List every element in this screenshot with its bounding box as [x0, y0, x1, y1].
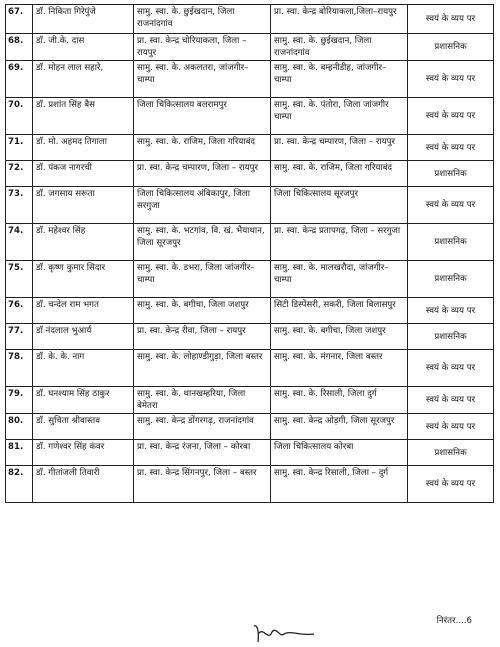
- current-posting: सामु. स्वा. के. छुईखदान, जिला राजनांदगांव: [134, 5, 271, 34]
- new-posting: सामु. स्वा. केन्द्र ओड़गी, जिला सूरजपुर: [271, 414, 408, 440]
- transfer-remark: प्रशासनिक: [408, 224, 494, 261]
- table-row: [6, 466, 494, 503]
- officer-name: डॉ. घनश्याम सिंह ठाकुर: [33, 387, 134, 414]
- transfer-remark: स्वयं के व्यय पर: [408, 61, 494, 98]
- row-number: 78.: [6, 350, 33, 387]
- row-number: 72.: [6, 161, 33, 187]
- transfer-remark: प्रशासनिक: [408, 324, 494, 350]
- table-row: [6, 261, 494, 298]
- table-row: [6, 187, 494, 224]
- new-posting: सामु. स्वा. के. मालखरौदा, जांजगीर–चाम्पा: [271, 261, 408, 298]
- table-row: [6, 34, 494, 61]
- table-row: [6, 135, 494, 161]
- new-posting: सामु. स्वा. के. छुईखदान, जिला राजनांदगांव: [271, 34, 408, 61]
- new-posting: सामु. स्वा. के. बगीचा, जिला जशपुर: [271, 324, 408, 350]
- officer-name: डॉ. प्रशांत सिंह बैस: [33, 98, 134, 135]
- current-posting: सामु. स्वा. के. भटगांव, वि. खं. भैयाथान, जिला सूरजपुर: [134, 224, 271, 261]
- officer-name: डॉ. कृष्ण कुमार सिदार: [33, 261, 134, 298]
- table-row: [6, 298, 494, 324]
- table-row: [6, 387, 494, 414]
- transfer-remark: प्रशासनिक: [408, 161, 494, 187]
- new-posting: प्रा. स्वा. केन्द्र बोरियाकला,जिला–रायपुर: [271, 5, 408, 34]
- transfer-remark: प्रशासनिक: [408, 261, 494, 298]
- new-posting: सामु. स्वा. के. रिसाली, जिला दुर्ग: [271, 387, 408, 414]
- row-number: 80.: [6, 414, 33, 440]
- officer-name: डॉ. गणेश्वर सिंह कंवर: [33, 440, 134, 466]
- transfer-remark: स्वयं के व्यय पर: [408, 350, 494, 387]
- table-row: [6, 161, 494, 187]
- row-number: 69.: [6, 61, 33, 98]
- officer-name: डॉ. के. के. नाग: [33, 350, 134, 387]
- row-number: 75.: [6, 261, 33, 298]
- table-row: [6, 98, 494, 135]
- new-posting: सामु. स्वा. के. राजिम, जिला गरियाबंद: [271, 161, 408, 187]
- row-number: 79.: [6, 387, 33, 414]
- continued-note: निरंतर....6: [436, 616, 472, 626]
- row-number: 70.: [6, 98, 33, 135]
- transfer-remark: स्वयं के व्यय पर: [408, 298, 494, 324]
- officer-name: डॉ. मो. अहमद तिगाला: [33, 135, 134, 161]
- officer-name: डॉ नंदलाल भुआर्य: [33, 324, 134, 350]
- new-posting: प्रा. स्वा. केन्द्र चम्पारण, जिला – रायपुर: [271, 135, 408, 161]
- row-number: 81.: [6, 440, 33, 466]
- current-posting: सामु. स्वा. के. बगीचा, जिला जशपुर: [134, 298, 271, 324]
- row-number: 73.: [6, 187, 33, 224]
- table-row: [6, 5, 494, 34]
- current-posting: प्रा. स्वा. केन्द्र सिंगनपुर, जिला – बस्तर: [134, 466, 271, 503]
- current-posting: सामु. स्वा. के. थानखम्हरिया, जिला बेमेतरा: [134, 387, 271, 414]
- transfer-remark: स्वयं के व्यय पर: [408, 466, 494, 503]
- transfer-remark: स्वयं के व्यय पर: [408, 98, 494, 135]
- row-number: 76.: [6, 298, 33, 324]
- current-posting: सामु. स्वा. केन्द्र डोंगरगढ़, राजनांदगांव: [134, 414, 271, 440]
- transfer-remark: स्वयं के व्यय पर: [408, 187, 494, 224]
- transfer-remark: स्वयं के व्यय पर: [408, 135, 494, 161]
- table-row: [6, 350, 494, 387]
- officer-name: डॉ. सुचिता श्रीवास्तव: [33, 414, 134, 440]
- current-posting: सामु. स्वा. के. लोहाण्डीगुड़ा, जिला बस्तर: [134, 350, 271, 387]
- table-row: [6, 414, 494, 440]
- new-posting: सामु. स्वा. केन्द्र रिसाली, जिला – दुर्ग: [271, 466, 408, 503]
- current-posting: सामु. स्वा. के. डभरा, जिला जांजगीर–चाम्पा: [134, 261, 271, 298]
- table-row: [6, 440, 494, 466]
- officer-name: डॉ. मोहन लाल सहारे,: [33, 61, 134, 98]
- transfer-remark: प्रशासनिक: [408, 440, 494, 466]
- row-number: 77.: [6, 324, 33, 350]
- row-number: 74.: [6, 224, 33, 261]
- transfer-remark: स्वयं के व्यय पर: [408, 5, 494, 34]
- officer-name: डॉ. जगसाय सरूता: [33, 187, 134, 224]
- current-posting: प्रा. स्वा. केन्द्र चोरियाकला, जिला – रायपुर: [134, 34, 271, 61]
- current-posting: जिला चिकित्सालय अंबिकापुर, जिला सरगुजा: [134, 187, 271, 224]
- row-number: 67.: [6, 5, 33, 34]
- officer-name: डॉ. चन्देल राम भगत: [33, 298, 134, 324]
- table-row: [6, 61, 494, 98]
- transfer-table-body: [6, 5, 494, 503]
- current-posting: प्रा. स्वा. केन्द्र रीवा, जिला – रायपुर: [134, 324, 271, 350]
- new-posting: जिला चिकित्सालय सूरजपुर: [271, 187, 408, 224]
- officer-name: डॉ. महेश्वर सिंह: [33, 224, 134, 261]
- transfer-remark: स्वयं के व्यय पर: [408, 414, 494, 440]
- transfer-table: [5, 4, 494, 503]
- transfer-remark: प्रशासनिक: [408, 34, 494, 61]
- table-row: [6, 224, 494, 261]
- officer-name: डॉ. जी.के. दास: [33, 34, 134, 61]
- row-number: 82.: [6, 466, 33, 503]
- row-number: 68.: [6, 34, 33, 61]
- officer-name: डॉ. गीतांजली तिवारी: [33, 466, 134, 503]
- table-row: [6, 324, 494, 350]
- officer-name: डॉ. निकिता गिरेपुंजे: [33, 5, 134, 34]
- signature: [250, 622, 320, 646]
- new-posting: सामु. स्वा. के. बम्हनीडीह, जांजगीर– चाम्पा: [271, 61, 408, 98]
- current-posting: सामु. स्वा. के. राजिम, जिला गरियाबंद: [134, 135, 271, 161]
- new-posting: सामु. स्वा. के. मंगनार, जिला बस्तर: [271, 350, 408, 387]
- officer-name: डॉ. पंकज नागरची: [33, 161, 134, 187]
- new-posting: जिला चिकित्सालय कोरबा: [271, 440, 408, 466]
- new-posting: सामु. स्वा. के. पंतोरा, जिला जांजगीर चाम्पा: [271, 98, 408, 135]
- new-posting: सिटी डिस्पेंसरी, सकरी, जिला बिलासपुर: [271, 298, 408, 324]
- current-posting: प्रा. स्वा. केन्द्र चम्पारण, जिला – रायपुर: [134, 161, 271, 187]
- row-number: 71.: [6, 135, 33, 161]
- current-posting: प्रा. स्वा. केन्द्र रंजना, जिला – कोरबा: [134, 440, 271, 466]
- transfer-remark: स्वयं के व्यय पर: [408, 387, 494, 414]
- transfer-table-page: [5, 4, 493, 503]
- current-posting: सामु. स्वा. के. अकलतरा, जांजगीर– चाम्पा: [134, 61, 271, 98]
- new-posting: प्रा. स्वा. केन्द्र प्रतापगढ़, जिला – सरगुजा: [271, 224, 408, 261]
- current-posting: जिला चिकित्सालय बलरामपुर: [134, 98, 271, 135]
